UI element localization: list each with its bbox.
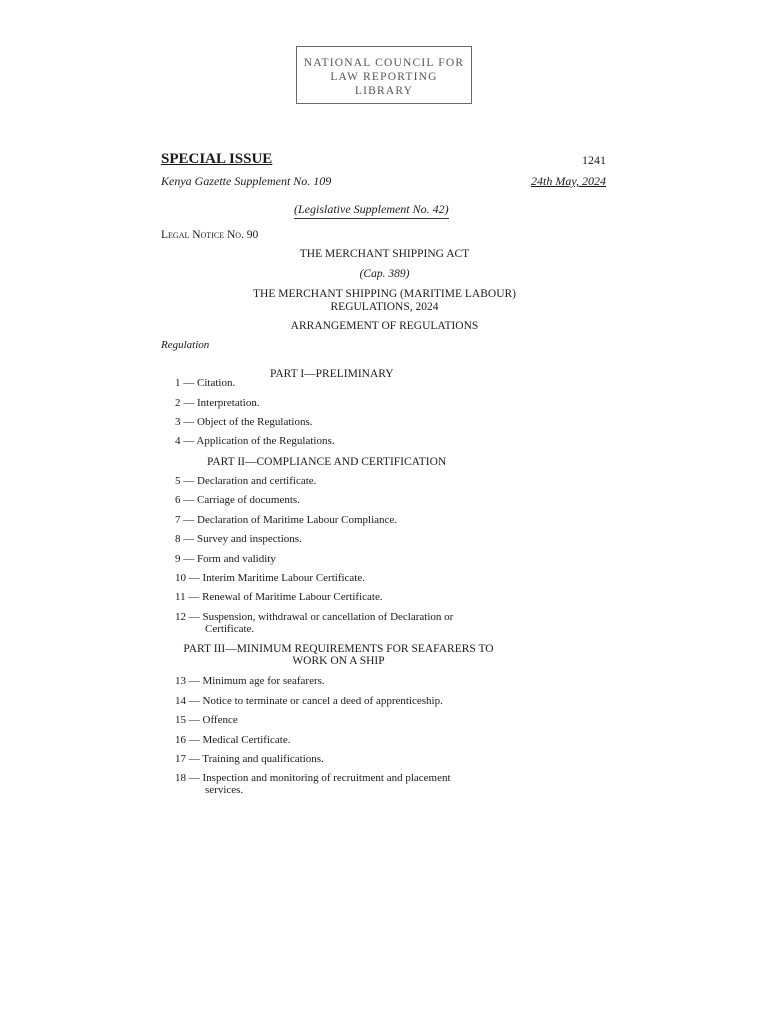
list-item: 5 — Declaration and certificate. <box>175 475 317 487</box>
list-item-continuation: services. <box>205 783 244 796</box>
issue-date: 24th May, 2024 <box>531 174 606 188</box>
regulations-title-line-2: REGULATIONS, 2024 <box>330 300 439 313</box>
part-1-heading: PART I—PRELIMINARY <box>270 368 394 380</box>
list-item: 2 — Interpretation. <box>175 397 260 409</box>
part-3-heading-line-2: WORK ON A SHIP <box>292 655 385 667</box>
list-item: 18 — Inspection and monitoring of recruitment and placement services. <box>175 772 451 796</box>
list-item: 1 — Citation. <box>175 377 236 389</box>
gazette-supplement: Kenya Gazette Supplement No. 109 <box>161 174 332 188</box>
list-item: 17 — Training and qualifications. <box>175 753 324 765</box>
arrangement-heading: ARRANGEMENT OF REGULATIONS <box>290 320 479 332</box>
library-stamp <box>296 46 472 104</box>
stamp-line-2: LAW REPORTING <box>330 71 438 83</box>
part-3-heading-line-1: PART III—MINIMUM REQUIREMENTS FOR SEAFARERS TO <box>183 643 494 655</box>
stamp-line-1: NATIONAL COUNCIL FOR <box>303 57 465 69</box>
list-item: 7 — Declaration of Maritime Labour Compliance. <box>175 514 398 526</box>
list-item: 15 — Offence <box>175 714 238 726</box>
stamp-line-3: LIBRARY <box>354 85 414 97</box>
list-item-continuation: Certificate. <box>205 622 255 635</box>
list-item: 9 — Form and validity <box>175 553 276 565</box>
list-item: 8 — Survey and inspections. <box>175 533 302 545</box>
part-2-heading: PART II—COMPLIANCE AND CERTIFICATION <box>207 456 447 468</box>
regulation-column-label: Regulation <box>161 339 210 351</box>
list-item: 11 — Renewal of Maritime Labour Certificate. <box>175 591 383 603</box>
regulations-title-line-1: THE MERCHANT SHIPPING (MARITIME LABOUR) <box>252 288 516 300</box>
list-item: 10 — Interim Maritime Labour Certificate. <box>175 572 365 584</box>
act-chapter: (Cap. 389) <box>359 268 410 280</box>
list-item: 6 — Carriage of documents. <box>175 494 300 506</box>
special-issue-heading: SPECIAL ISSUE <box>161 151 273 167</box>
list-item: 3 — Object of the Regulations. <box>175 416 313 428</box>
legal-notice-number: Legal Notice No. 90 <box>161 229 259 241</box>
list-item: 14 — Notice to terminate or cancel a deed of apprenticeship. <box>175 695 443 707</box>
legislative-supplement: (Legislative Supplement No. 42) <box>294 202 449 219</box>
list-item: 13 — Minimum age for seafarers. <box>175 675 325 687</box>
regulations-title <box>161 288 608 313</box>
list-item: 16 — Medical Certificate. <box>175 734 291 746</box>
list-item: 12 — Suspension, withdrawal or cancellation of Declaration or Certificate. <box>175 611 454 635</box>
act-title: THE MERCHANT SHIPPING ACT <box>299 248 470 260</box>
list-item: 4 — Application of the Regulations. <box>175 435 335 447</box>
page-number: 1241 <box>582 153 606 167</box>
part-3-heading <box>161 643 516 667</box>
